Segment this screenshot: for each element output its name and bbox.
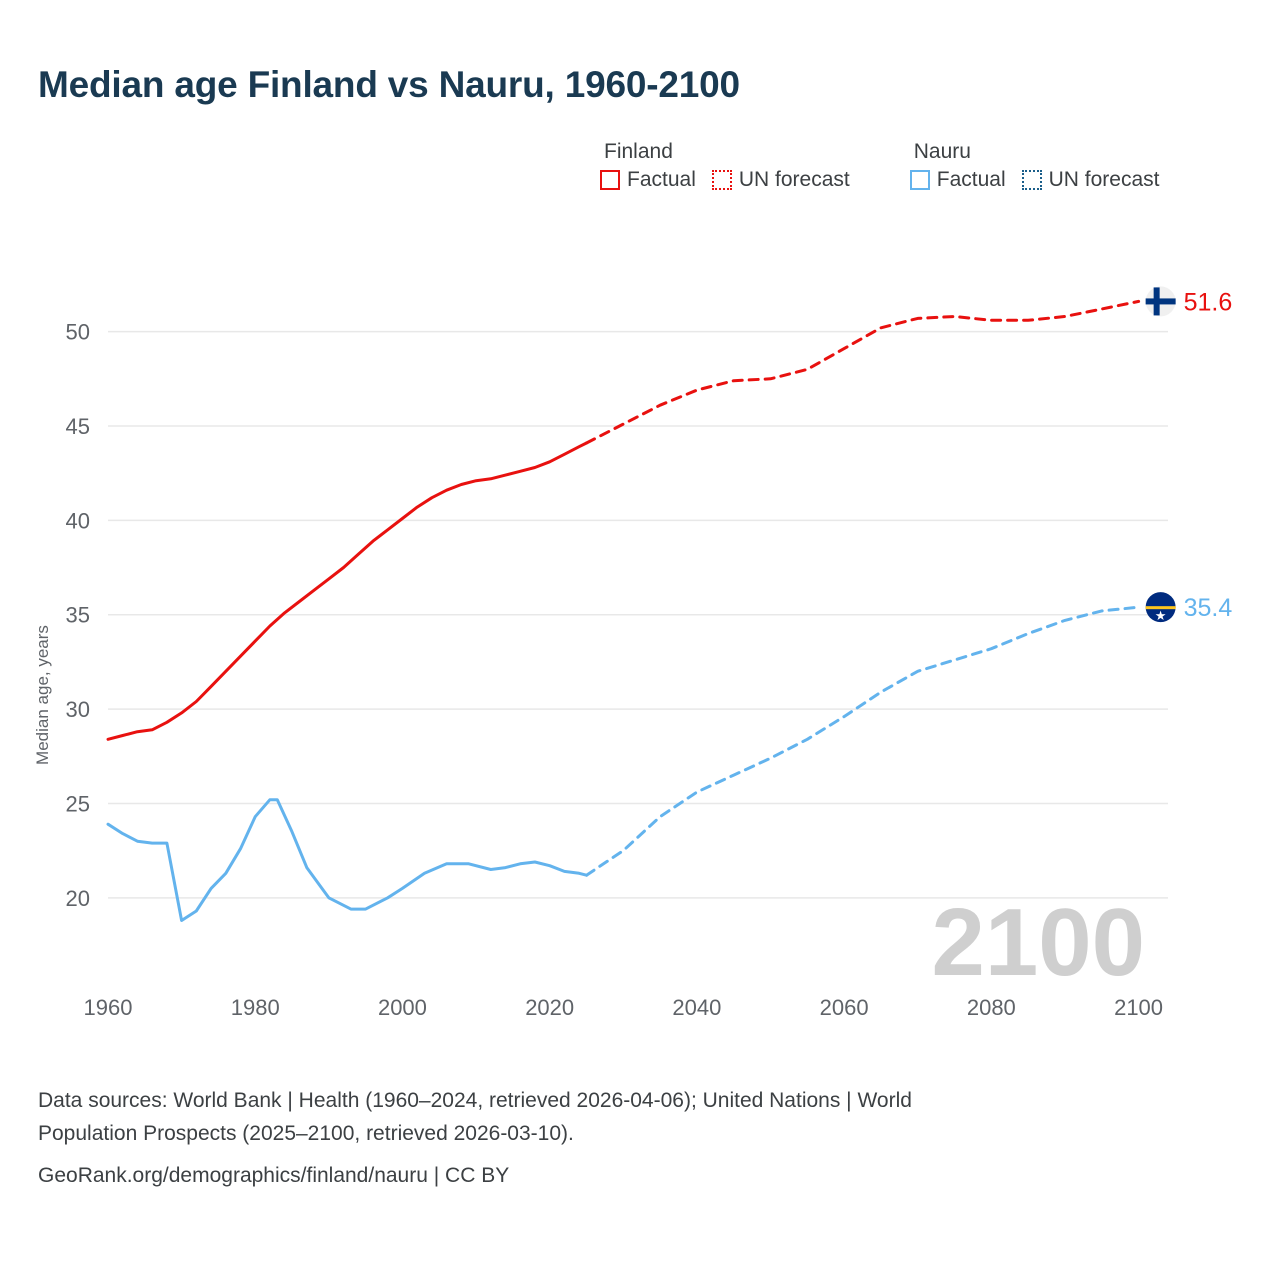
chart-legend [600,140,1160,192]
svg-text:35: 35 [65,602,90,628]
footer [38,1085,1238,1193]
legend-item-finland-factual[interactable] [600,168,696,192]
data-sources-line-2: Population Prospects (2025–2100, retrieved 2026-03-10). [38,1121,574,1145]
svg-text:2040: 2040 [672,995,722,1020]
attribution-line: GeoRank.org/demographics/finland/nauru | CC BY [38,1164,510,1188]
svg-text:★: ★ [1154,608,1167,624]
legend-group-nauru [910,140,1160,192]
legend-swatch-nauru-factual [910,170,930,190]
svg-text:20: 20 [65,885,90,911]
legend-label-nauru-factual: Factual [936,168,1006,191]
page-title: Median age Finland vs Nauru, 1960-2100 [38,64,740,105]
svg-text:45: 45 [65,413,90,439]
series-line [587,301,1139,443]
watermark-year: 2100 [931,889,1145,996]
svg-text:25: 25 [65,791,90,817]
data-series [108,301,1139,920]
finland-end-marker [1146,286,1176,316]
legend-group-finland [600,140,850,192]
finland-end-value: 51.6 [1183,288,1233,317]
svg-text:2100: 2100 [1114,995,1164,1020]
svg-text:30: 30 [65,697,90,723]
svg-text:50: 50 [65,319,90,345]
legend-label-nauru-forecast: UN forecast [1048,168,1160,191]
legend-label-finland-factual: Factual [627,168,696,191]
svg-text:2080: 2080 [966,995,1016,1020]
svg-text:40: 40 [65,508,90,534]
y-axis-tick-labels [66,320,90,911]
svg-text:1980: 1980 [230,995,280,1020]
svg-text:2000: 2000 [377,995,427,1020]
y-axis-title: Median age, years [33,625,52,765]
legend-group-title-nauru: Nauru [913,140,971,163]
legend-item-finland-forecast[interactable] [712,168,850,192]
legend-swatch-nauru-forecast [1022,170,1042,190]
plot-area [0,255,1280,1045]
legend-label-finland-forecast: UN forecast [738,168,850,191]
legend-item-nauru-forecast[interactable] [1022,168,1160,192]
nauru-end-value: 35.4 [1183,594,1233,623]
x-axis-tick-labels [84,995,1164,1020]
series-line [587,607,1139,875]
svg-text:1960: 1960 [83,995,133,1020]
legend-group-title-finland: Finland [604,140,673,163]
svg-text:2020: 2020 [525,995,575,1020]
legend-item-nauru-factual[interactable] [910,168,1006,192]
series-line [108,443,587,739]
svg-text:2060: 2060 [819,995,869,1020]
data-sources-line-1: Data sources: World Bank | Health (1960–2024, retrieved 2026-04-06); United Nations | World [38,1089,912,1112]
series-line [108,800,587,921]
legend-swatch-finland-forecast [712,170,732,190]
legend-swatch-finland-factual [600,170,620,190]
nauru-end-marker [1146,592,1176,623]
line-chart-svg [0,255,1280,1045]
